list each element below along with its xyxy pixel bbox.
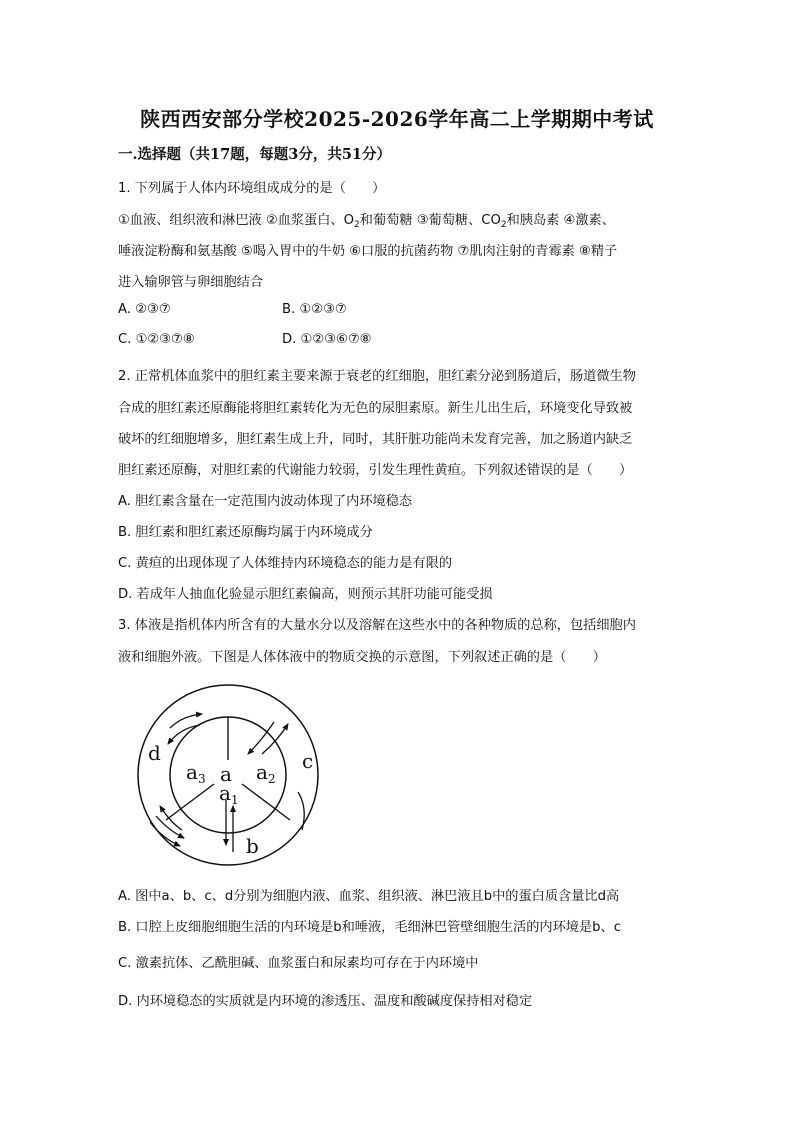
q1-option-c[interactable]: C. ①②③⑦⑧	[118, 332, 195, 347]
arrow-ring-bottom-left-1	[160, 806, 182, 830]
q3-stem-line-2: 液和细胞外液。下图是人体体液中的物质交换的示意图，下列叙述正确的是（ ）	[118, 650, 606, 665]
label-a3-sub: 3	[197, 772, 206, 786]
q3-stem-line-1: 3. 体液是指机体内所含有的大量水分以及溶解在这些水中的各种物质的总称，包括细胞内	[118, 618, 636, 633]
exam-title: 陕西西安部分学校2025-2026学年高二上学期期中考试	[140, 107, 654, 131]
arrow-ring-right-stroke	[298, 792, 304, 830]
q1-option-d[interactable]: D. ①②③⑥⑦⑧	[282, 332, 372, 347]
divider-left	[166, 784, 214, 820]
q3-option-a[interactable]: A. 图中a、b、c、d分别为细胞内液、血浆、组织液、淋巴液且b中的蛋白质含量比d高	[118, 889, 620, 904]
q2-option-c[interactable]: C. 黄疸的出现体现了人体维持内环境稳态的能力是有限的	[118, 556, 453, 571]
q3-option-c[interactable]: C. 激素抗体、乙酰胆碱、血浆蛋白和尿素均可存在于内环境中	[118, 956, 479, 971]
q1-stem: 1. 下列属于人体内环境组成成分的是（ ）	[118, 181, 386, 196]
q1-items-text: 和胰岛素 ④激素、	[506, 213, 615, 228]
label-a: a	[220, 762, 232, 786]
label-d: d	[148, 741, 161, 765]
q2-stem-line-1: 2. 正常机体血浆中的胆红素主要来源于衰老的红细胞，胆红素分泌到肠道后，肠道微生物	[118, 369, 636, 384]
co2-subscript: 2	[500, 220, 507, 230]
label-a2-sub: 2	[267, 772, 276, 786]
q2-stem-line-2: 合成的胆红素还原酶能将胆红素转化为无色的尿胆素原。新生儿出生后，环境变化导致被	[118, 401, 633, 416]
label-a3	[186, 760, 206, 786]
q1-items-line-2: 唾液淀粉酶和氨基酸 ⑤喝入胃中的牛奶 ⑥口服的抗菌药物 ⑦肌肉注射的青霉素 ⑧精子	[118, 244, 618, 259]
label-a1-sub: 1	[230, 793, 239, 807]
q2-stem-line-4: 胆红素还原酶，对胆红素的代谢能力较弱，引发生理性黄疸。下列叙述错误的是（ ）	[118, 463, 633, 478]
q1-option-a[interactable]: A. ②③⑦	[118, 302, 171, 317]
q3-option-d[interactable]: D. 内环境稳态的实质就是内环境的渗透压、温度和酸碱度保持相对稳定	[118, 994, 533, 1009]
q2-option-b[interactable]: B. 胆红素和胆红素还原酶均属于内环境成分	[118, 525, 373, 540]
q2-stem-line-3: 破坏的红细胞增多，胆红素生成上升，同时，其肝脏功能尚未发育完善，加之肠道内缺乏	[118, 432, 633, 447]
q3-option-b[interactable]: B. 口腔上皮细胞细胞生活的内环境是b和唾液，毛细淋巴管壁细胞生活的内环境是b、c	[118, 920, 621, 935]
label-b: b	[246, 834, 259, 858]
q1-option-b[interactable]: B. ①②③⑦	[282, 302, 347, 317]
label-a2-base: a	[256, 760, 268, 784]
body-fluid-exchange-diagram	[130, 680, 330, 870]
label-a3-base: a	[186, 760, 198, 784]
o2-subscript: 2	[354, 220, 360, 230]
q1-items-text: 和葡萄糖 ③葡萄糖、CO	[359, 213, 501, 228]
divider-right	[242, 784, 290, 820]
section-heading: 一.选择题（共17题，每题3分，共51分）	[118, 146, 391, 163]
label-a1	[219, 781, 239, 807]
q1-items-line-1	[118, 209, 615, 230]
label-c: c	[302, 749, 314, 773]
label-a1-base: a	[219, 781, 231, 805]
q2-option-d[interactable]: D. 若成年人抽血化验显示胆红素偏高，则预示其肝功能可能受损	[118, 587, 493, 602]
q2-option-a[interactable]: A. 胆红素含量在一定范围内波动体现了内环境稳态	[118, 494, 413, 509]
q1-items-text: ①血液、组织液和淋巴液 ②血浆蛋白、O	[118, 213, 355, 228]
label-a2	[256, 760, 276, 786]
arrow-ring-top-right-out	[262, 724, 288, 754]
q1-items-line-3: 进入输卵管与卵细胞结合	[118, 275, 264, 290]
